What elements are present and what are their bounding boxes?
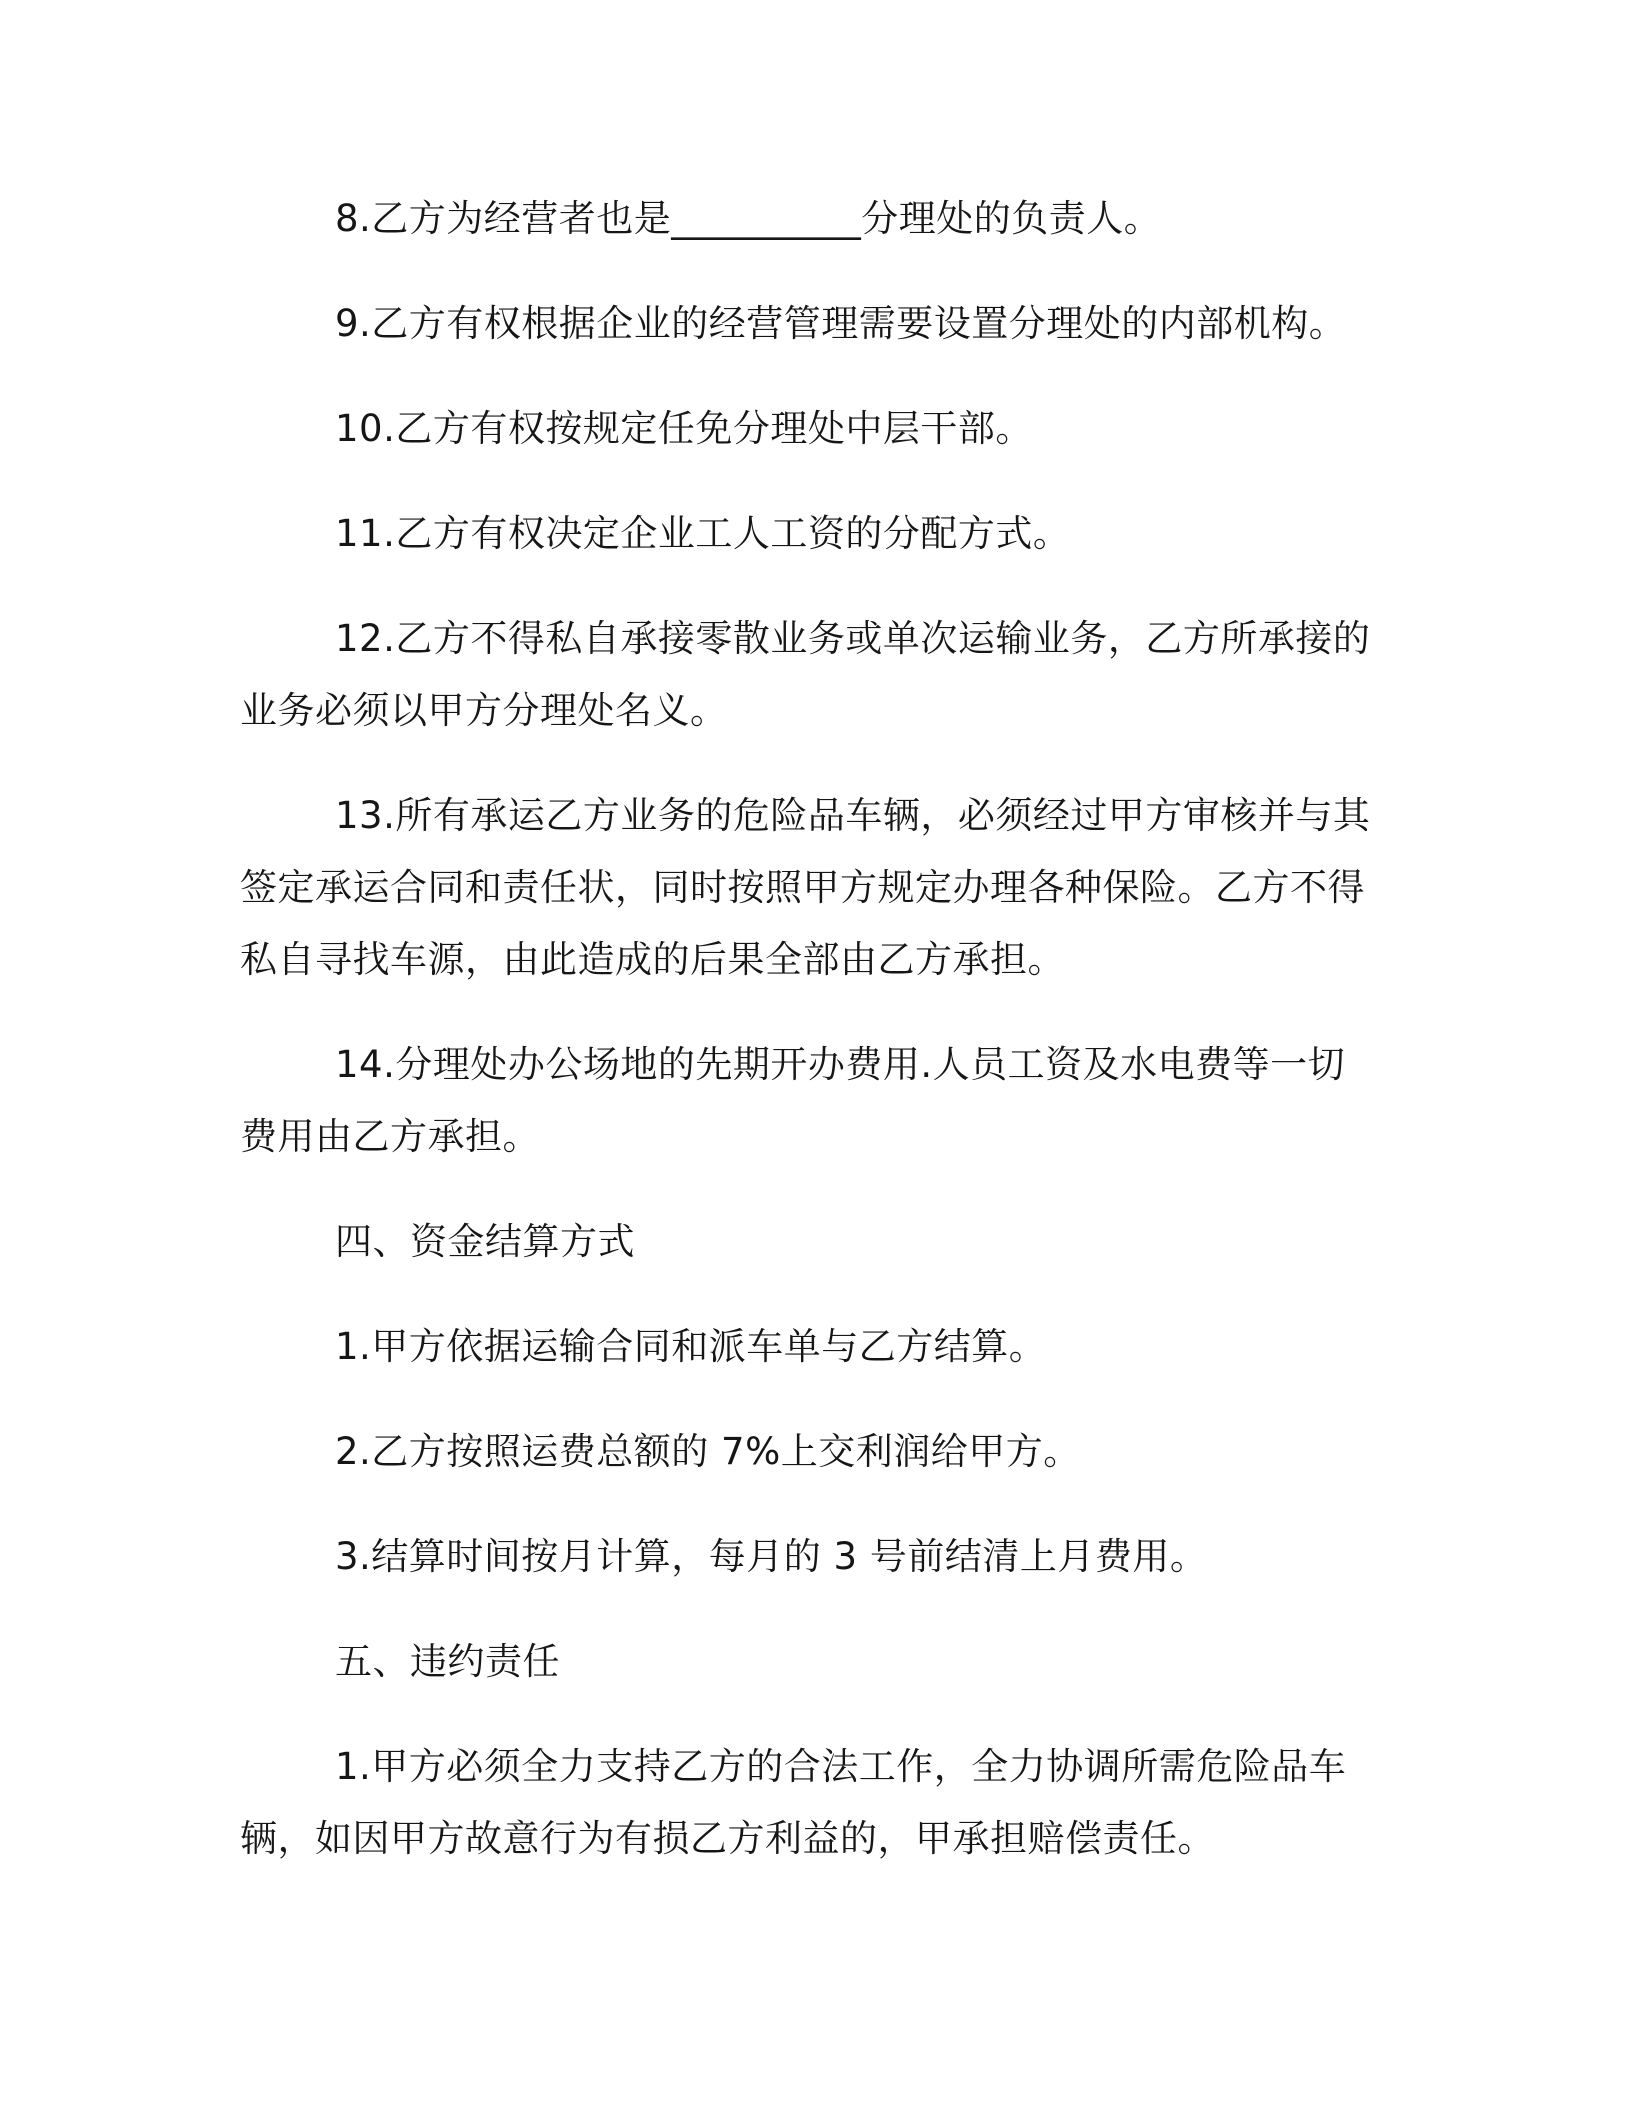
clause-12: 12.乙方不得私自承接零散业务或单次运输业务，乙方所承接的业务必须以甲方分理处名义。 xyxy=(240,617,1371,732)
clause-14: 14.分理处办公场地的先期开办费用.人员工资及水电费等一切费用由乙方承担。 xyxy=(240,1043,1346,1158)
clause-8: 8.乙方为经营者也是__________分理处的负责人。 xyxy=(335,197,1162,240)
clause-11: 11.乙方有权决定企业工人工资的分配方式。 xyxy=(335,512,1071,555)
liability-clause-1: 1.甲方必须全力支持乙方的合法工作，全力协调所需危险品车辆，如因甲方故意行为有损乙方利益的，甲承担赔偿责任。 xyxy=(240,1745,1347,1860)
settlement-clause-3: 3.结算时间按月计算，每月的 3 号前结清上月费用。 xyxy=(335,1535,1208,1578)
clause-10: 10.乙方有权按规定任免分理处中层干部。 xyxy=(335,407,1033,450)
clause-9: 9.乙方有权根据企业的经营管理需要设置分理处的内部机构。 xyxy=(335,302,1347,345)
settlement-clause-1: 1.甲方依据运输合同和派车单与乙方结算。 xyxy=(335,1325,1047,1368)
section-heading-liability: 五、违约责任 xyxy=(335,1640,560,1683)
clause-13: 13.所有承运乙方业务的危险品车辆，必须经过甲方审核并与其签定承运合同和责任状，同时按照甲方规定办理各种保险。乙方不得私自寻找车源，由此造成的后果全部由乙方承担。 xyxy=(240,794,1371,981)
section-heading-settlement: 四、资金结算方式 xyxy=(335,1220,635,1263)
settlement-clause-2: 2.乙方按照运费总额的 7%上交利润给甲方。 xyxy=(335,1430,1081,1473)
